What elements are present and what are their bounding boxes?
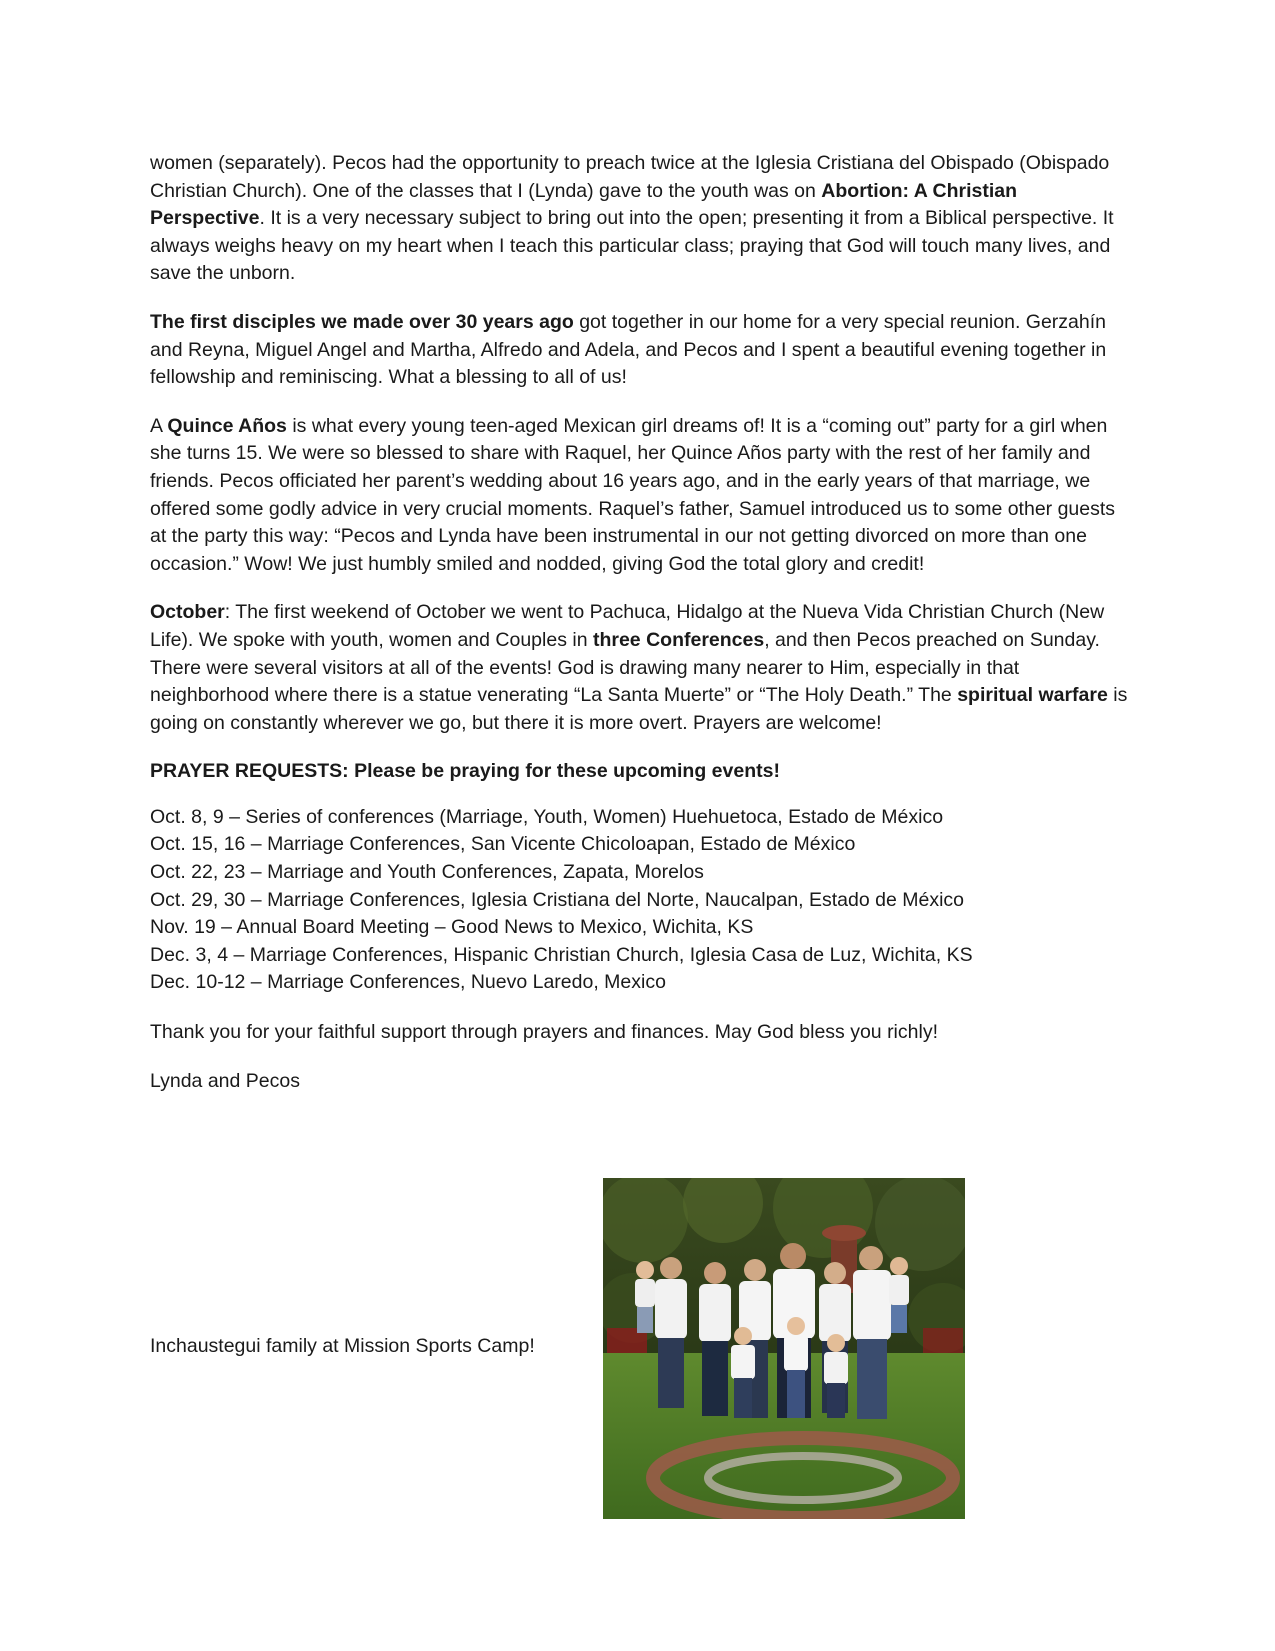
event-item: Oct. 29, 30 – Marriage Conferences, Iglesia Cristiana del Norte, Naucalpan, Estado de México [150, 888, 965, 911]
thanks-line: Thank you for your faithful support through prayers and finances. May God bless you richly! [150, 1021, 938, 1044]
paragraph-classes: women (separately). Pecos had the opportunity to preach twice at the Iglesia Cristiana del Obispado (Obispado Christian Church). One of the classes that I (Lynda) gave to the youth was on Abortion: A Christian Perspective. It is a very necessary subject to bring out into the open; presenting it from a Biblical perspective. It always weighs heavy on my heart when I teach this particular class; praying that God will touch many lives, and save the unborn. [150, 152, 1114, 285]
prayer-requests-heading: PRAYER REQUESTS: Please be praying for these upcoming events! [150, 760, 780, 783]
family-photo-image [603, 1178, 965, 1519]
family-photo [603, 1178, 965, 1519]
bold-october: October [150, 601, 225, 624]
bold-quince-anos: Quince Años [167, 414, 287, 437]
bold-first-disciples: The first disciples we made over 30 years ago [150, 310, 574, 333]
event-item: Dec. 10-12 – Marriage Conferences, Nuevo Laredo, Mexico [150, 971, 666, 994]
signature: Lynda and Pecos [150, 1069, 300, 1092]
bold-spiritual-warfare: spiritual warfare [957, 684, 1108, 707]
event-item: Oct. 8, 9 – Series of conferences (Marriage, Youth, Women) Huehuetoca, Estado de México [150, 805, 944, 828]
paragraph-october: October: The first weekend of October we went to Pachuca, Hidalgo at the Nueva Vida Christian Church (New Life). We spoke with youth, women and Couples in three Conferences, and then Pecos preached on Sunday. There were several visitors at all of the events! God is drawing many nearer to Him, especially in that neighborhood where there is a statue venerating “La Santa Muerte” or “The Holy Death.” The spiritual warfare is going on constantly wherever we go, but there it is more overt. Prayers are welcome! [150, 601, 1128, 734]
letter-body [150, 150, 1135, 1116]
event-item: Nov. 19 – Annual Board Meeting – Good News to Mexico, Wichita, KS [150, 916, 754, 939]
paragraph-first-disciples: The first disciples we made over 30 years ago got together in our home for a very special reunion. Gerzahín and Reyna, Miguel Angel and Martha, Alfredo and Adela, and Pecos and I spent a beautiful evening together in fellowship and reminiscing. What a blessing to all of us! [150, 310, 1107, 389]
event-item: Oct. 22, 23 – Marriage and Youth Conferences, Zapata, Morelos [150, 861, 704, 884]
photo-caption: Inchaustegui family at Mission Sports Camp! [150, 1335, 535, 1357]
events-list [150, 804, 1135, 997]
event-item: Oct. 15, 16 – Marriage Conferences, San Vicente Chicoloapan, Estado de México [150, 833, 856, 856]
event-item: Dec. 3, 4 – Marriage Conferences, Hispanic Christian Church, Iglesia Casa de Luz, Wichita, KS [150, 943, 973, 966]
paragraph-quince-anos: A Quince Años is what every young teen-aged Mexican girl dreams of! It is a “coming out” party for a girl when she turns 15. We were so blessed to share with Raquel, her Quince Años party with the rest of her family and friends. Pecos officiated her parent’s wedding about 16 years ago, and in the early years of that marriage, we offered some godly advice in very crucial moments. Raquel’s father, Samuel introduced us to some other guests at the party this way: “Pecos and Lynda have been instrumental in our not getting divorced on more than one occasion.” Wow! We just humbly smiled and nodded, giving God the total glory and credit! [150, 414, 1116, 575]
bold-three-conferences: three Conferences [592, 628, 765, 651]
bold-abortion-topic: Abortion: A Christian Perspective [150, 179, 1018, 230]
